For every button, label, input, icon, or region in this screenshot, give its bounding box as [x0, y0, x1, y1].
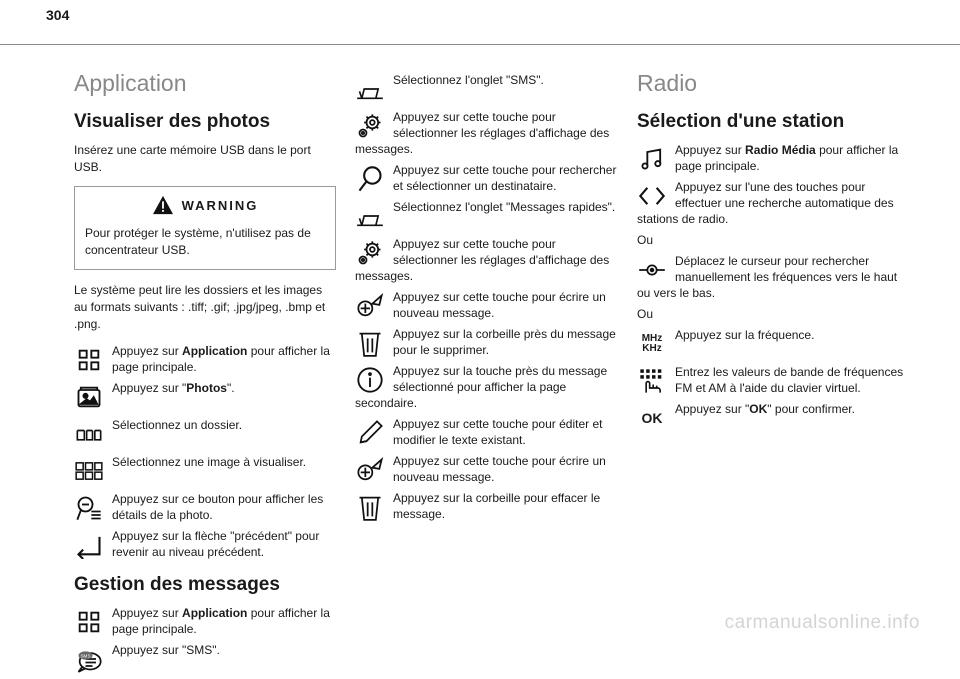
warning-title: WARNING [181, 197, 259, 213]
column-application [74, 66, 336, 679]
step-emphasis: Application [182, 344, 248, 358]
pencil-icon [355, 418, 385, 448]
instruction-step [355, 416, 621, 448]
intro-text: Insérez une carte mémoire USB dans le port USB. [74, 143, 311, 174]
ok-label: OK [641, 410, 663, 426]
column-messages [355, 72, 621, 527]
trash-icon [355, 492, 385, 522]
formats-text: Le système peut lire les dossiers et les images au formats suivants : .tiff; .gif; .jpg/jpeg, .bmp et .png. [74, 283, 326, 331]
settings-icon [355, 238, 385, 268]
watermark: carmanualsonline.info [724, 612, 920, 633]
step-emphasis: Application [182, 606, 248, 620]
settings-icon [355, 111, 385, 141]
instruction-step [637, 179, 907, 227]
instruction-step [637, 364, 907, 396]
mhz-label: MHz [641, 333, 663, 344]
new-message-icon [355, 291, 385, 321]
instruction-step [637, 253, 907, 301]
apps-grid-icon [74, 345, 104, 375]
tab-icon [355, 74, 385, 104]
tab-icon [355, 201, 385, 231]
step-text: Ou [637, 307, 654, 321]
instruction-step [74, 642, 336, 674]
step-text: pour afficher la page principale. [112, 344, 330, 374]
step-text: Appuyez sur " [675, 402, 750, 416]
section-title-application: Application [74, 70, 187, 96]
step-emphasis: OK [749, 402, 768, 416]
step-text: Appuyez sur [112, 344, 183, 358]
instruction-step [74, 380, 336, 412]
svg-text:SMS: SMS [80, 653, 91, 659]
instruction-step [637, 401, 907, 433]
step-text: Appuyez sur [112, 606, 183, 620]
instruction-step [355, 236, 621, 284]
music-note-icon [637, 144, 667, 174]
instruction-step [355, 289, 621, 321]
instruction-step [355, 326, 621, 358]
folder-icon [74, 419, 104, 449]
step-text: " pour confirmer. [767, 402, 855, 416]
instruction-step [637, 306, 907, 322]
instruction-step [74, 491, 336, 523]
search-icon [355, 164, 385, 194]
instruction-step [74, 605, 336, 637]
step-text: pour afficher la page principale. [112, 606, 330, 636]
sms-steps [355, 72, 621, 522]
step-text: Sélectionnez l'onglet "SMS". [393, 73, 544, 87]
page-number: 304 [46, 7, 70, 23]
step-text: ". [226, 381, 235, 395]
step-emphasis: Photos [186, 381, 227, 395]
step-text: Sélectionnez une image à visualiser. [112, 455, 307, 469]
column-radio [637, 66, 907, 438]
step-text: Ou [637, 233, 654, 247]
instruction-step [637, 142, 907, 174]
step-text: Appuyez sur " [112, 381, 187, 395]
step-text: Appuyez sur cette touche pour sélectionner les réglages d'affichage des messages. [355, 237, 610, 283]
keypad-icon [637, 366, 667, 396]
instruction-step [74, 343, 336, 375]
warning-box [74, 186, 336, 270]
step-text: Entrez les valeurs de bande de fréquences FM et AM à l'aide du clavier virtuel. [675, 365, 904, 395]
step-text: Sélectionnez l'onglet "Messages rapides". [393, 200, 616, 214]
step-text: Appuyez sur "SMS". [112, 643, 220, 657]
slider-icon [637, 255, 667, 285]
step-text: Appuyez sur cette touche pour éditer et modifier le texte existant. [393, 417, 603, 447]
instruction-step [637, 232, 907, 248]
instruction-step [355, 490, 621, 522]
instruction-step [355, 109, 621, 157]
radio-steps [637, 142, 907, 433]
instruction-step [355, 72, 621, 104]
section-title-radio: Radio [637, 70, 698, 96]
instruction-step [74, 528, 336, 560]
khz-label: KHz [642, 343, 662, 354]
step-emphasis: Radio Média [745, 143, 816, 157]
step-text: Appuyez sur la touche près du message sélectionné pour afficher la page secondaire. [355, 364, 608, 410]
chevrons-icon [637, 181, 667, 211]
step-text: Appuyez sur la corbeille près du message pour le supprimer. [393, 327, 616, 357]
image-grid-icon [74, 456, 104, 486]
instruction-step [355, 363, 621, 411]
step-text: pour afficher la page principale. [675, 143, 899, 173]
step-text: Sélectionnez un dossier. [112, 418, 243, 432]
instruction-step [355, 453, 621, 485]
photos-icon [74, 382, 104, 412]
instruction-step [74, 417, 336, 449]
ok-icon [637, 403, 667, 433]
apps-grid-icon [74, 607, 104, 637]
step-text: Appuyez sur la fréquence. [675, 328, 815, 342]
step-text: Appuyez sur ce bouton pour afficher les détails de la photo. [112, 492, 324, 522]
info-icon [355, 365, 385, 395]
header-divider [0, 44, 960, 45]
step-text: Appuyez sur cette touche pour écrire un nouveau message. [393, 290, 606, 320]
details-icon [74, 493, 104, 523]
instruction-step [74, 454, 336, 486]
warning-icon [152, 195, 174, 215]
new-message-icon [355, 455, 385, 485]
instruction-step [355, 199, 621, 231]
step-text: Appuyez sur cette touche pour sélectionner les réglages d'affichage des messages. [355, 110, 610, 156]
step-text: Appuyez sur la flèche "précédent" pour revenir au niveau précédent. [112, 529, 320, 559]
photo-steps [74, 343, 336, 560]
subtitle-view-photos: Visualiser des photos [74, 111, 271, 132]
step-text: Déplacez le curseur pour rechercher manuellement les fréquences vers le haut ou vers le bas. [637, 254, 898, 300]
mhz-khz-icon [637, 329, 667, 359]
step-text: Appuyez sur cette touche pour écrire un nouveau message. [393, 454, 606, 484]
back-arrow-icon [74, 530, 104, 560]
warning-text: Pour protéger le système, n'utilisez pas de concentrateur USB. [85, 226, 311, 257]
trash-icon [355, 328, 385, 358]
subtitle-station-selection: Sélection d'une station [637, 111, 845, 132]
subtitle-messages: Gestion des messages [74, 574, 280, 595]
instruction-step [637, 327, 907, 359]
instruction-step [355, 162, 621, 194]
sms-icon [74, 644, 104, 674]
step-text: Appuyez sur la corbeille pour effacer le message. [393, 491, 601, 521]
step-text: Appuyez sur [675, 143, 746, 157]
step-text: Appuyez sur cette touche pour rechercher et sélectionner un destinataire. [393, 163, 617, 193]
step-text: Appuyez sur l'une des touches pour effectuer une recherche automatique des stations de radio. [637, 180, 894, 226]
